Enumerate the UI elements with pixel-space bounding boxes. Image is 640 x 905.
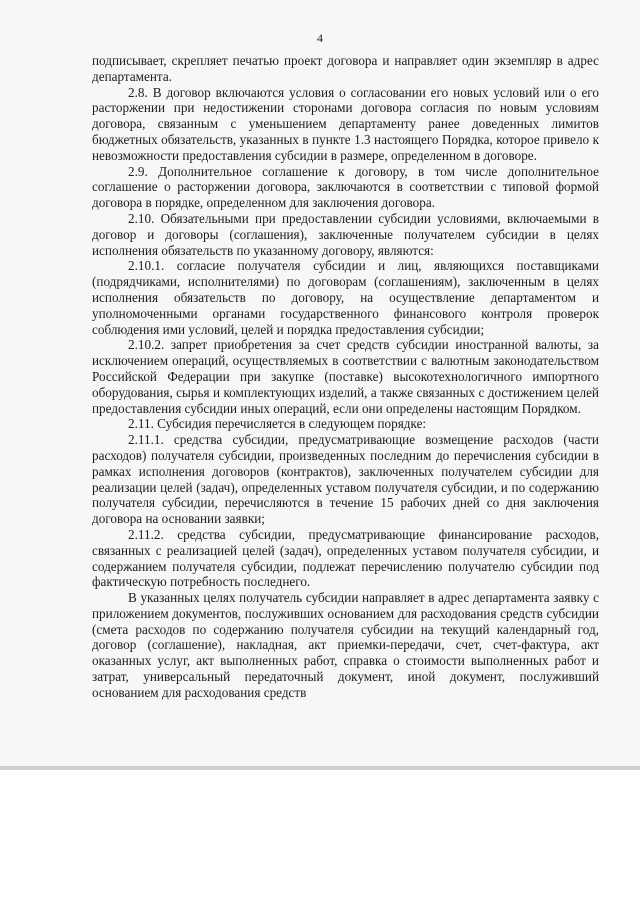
paragraph-2-10-1: 2.10.1. согласие получателя субсидии и лиц, являющихся поставщиками (подрядчиками, исполнителями) по договорам (соглашениям), заключенным в целях исполнения обязательств по договору, на осуществление департаментом и уполномоченными органами государственного финансового контроля проверок соблюдения ими условий, целей и порядка предоставления субсидии; xyxy=(92,258,599,337)
paragraph-2-10-2: 2.10.2. запрет приобретения за счет средств субсидии иностранной валюты, за исключением операций, осуществляемых в соответствии с валютным законодательством Российской Федерации при закупке (поставке) высокотехнологичного импортного оборудования, сырья и комплектующих изделий, а также связанных с достижением целей предоставления субсидии иных операций, если они определены настоящим Порядком. xyxy=(92,337,599,416)
paragraph-2-11: 2.11. Субсидия перечисляется в следующем порядке: xyxy=(128,416,427,432)
paragraph-2-10: 2.10. Обязательными при предоставлении субсидии условиями, включаемыми в договор и договоры (соглашения), заключенные получателем субсидии в целях исполнения обязательств по указанному договору, являются: xyxy=(92,210,599,258)
blank-area xyxy=(0,770,640,905)
paragraph-2-8: 2.8. В договор включаются условия о согласовании его новых условий или о его расторжении при недостижении сторонами договора согласия по новым условиям договора, связанным с уменьшением департаменту ранее доведенных лимитов бюджетных обязательств, указанных в пункте 1.3 настоящего Порядка, которое привело к невозможности предоставления субсидии в размере, определенном в договоре. xyxy=(92,84,599,163)
paragraph-2-9: 2.9. Дополнительное соглашение к договору, в том числе дополнительное соглашение о расторжении договора, заключаются в соответствии с типовой формой договора в порядке, определенном для заключения договора. xyxy=(92,163,599,211)
paragraph-continuation: подписывает, скрепляет печатью проект договора и направляет один экземпляр в адрес департамента. xyxy=(92,53,599,84)
page-number: 4 xyxy=(317,31,323,45)
paragraph-2-11-1: 2.11.1. средства субсидии, предусматривающие возмещение расходов (части расходов) получателя субсидии, произведенных последним до перечисления субсидии в рамках исполнения договоров (контрактов), заключенных получателем субсидии для реализации целей (задач), определенных уставом получателя субсидии, и по содержанию получателя субсидии, перечисляются в течение 15 рабочих дней со дня заключения договора на основании заявки; xyxy=(92,432,599,527)
document-body xyxy=(92,53,599,701)
paragraph-application: В указанных целях получатель субсидии направляет в адрес департамента заявку с приложением документов, послуживших основанием для расходования средств субсидии (смета расходов по содержанию получателя субсидии на текущий календарный год, договор (соглашение), накладная, акт приемки-передачи, счет, счет-фактура, акт оказанных услуг, акт выполненных работ, справка о стоимости выполненных работ и затрат, универсальный передаточный документ, иной документ, послуживший основанием для расходования средств xyxy=(92,590,599,700)
paragraph-2-11-2: 2.11.2. средства субсидии, предусматривающие финансирование расходов, связанных с реализацией целей (задач), определенных уставом получателя субсидии, и содержанием получателя субсидии, подлежат перечислению получателю субсидии под фактическую потребность последнего. xyxy=(92,526,599,590)
